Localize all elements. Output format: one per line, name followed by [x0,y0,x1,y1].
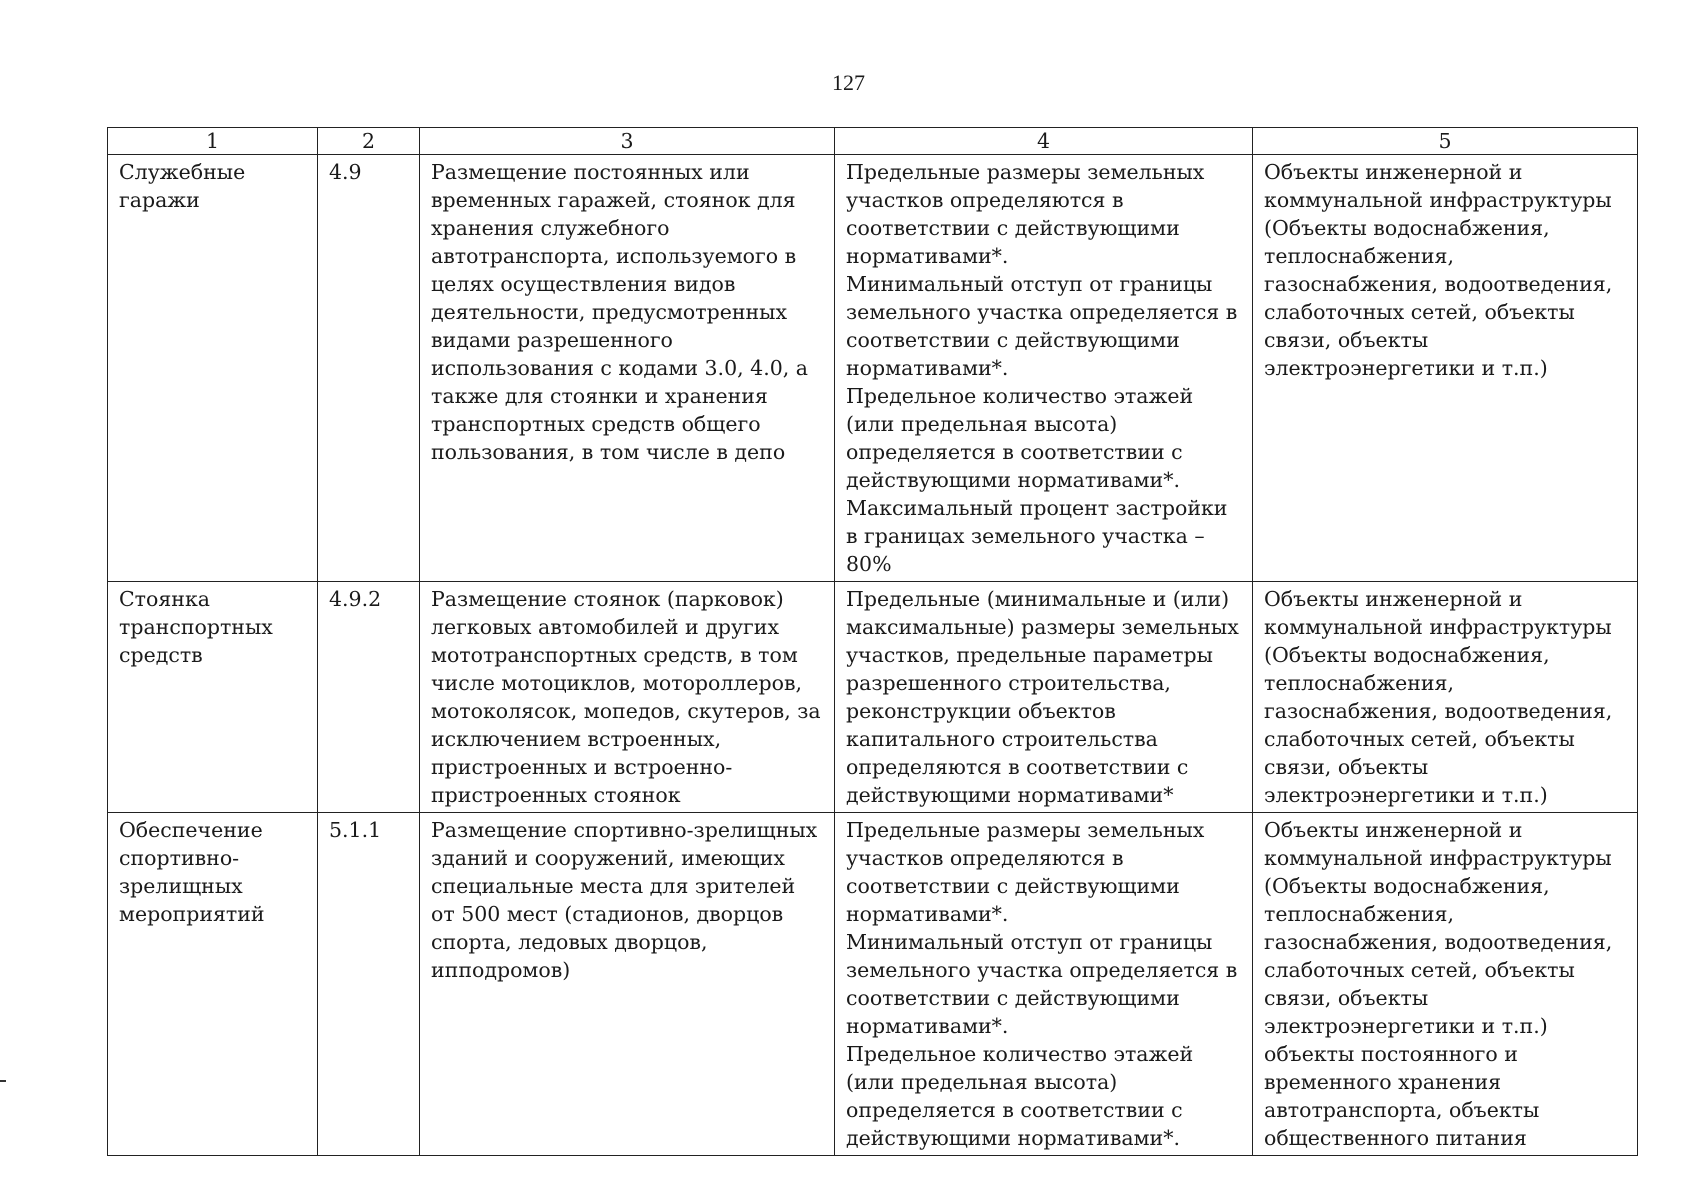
header-col-2: 2 [318,128,420,155]
margin-dash [0,1080,6,1082]
header-row [108,128,1638,155]
cell-use-code: 5.1.1 [318,813,420,1156]
header-col-4: 4 [835,128,1253,155]
parameter-line: Предельное количество этажей (или предельная высота) определяется в соответствии с действующими нормативами*. [846,1042,1194,1150]
cell-parameters [835,813,1253,1156]
cell-use-description: Размещение стоянок (парковок) легковых автомобилей и других мототранспортных средств, в том числе мотоциклов, мотороллеров, мотоколясок, мопедов, скутеров, за исключением встроенных, пристроенных и встроенно-пристроенных стоянок [420,582,835,813]
cell-use-code: 4.9.2 [318,582,420,813]
parameter-line: Предельные размеры земельных участков определяются в соответствии с действующими нормативами*. [846,160,1205,268]
parameter-line: Предельные (минимальные и (или) максимальные) размеры земельных участков, предельные параметры разрешенного строительства, реконструкции объектов капитального строительства определяются в соответствии с действующими нормативами* [846,587,1239,807]
cell-use-name: Обеспечение спортивно-зрелищных мероприятий [108,813,318,1156]
parameter-line: Предельные размеры земельных участков определяются в соответствии с действующими нормативами*. [846,818,1205,926]
cell-use-name: Служебные гаражи [108,155,318,582]
table-row [108,582,1638,813]
parameter-line: Минимальный отступ от границы земельного участка определяется в соответствии с действующими нормативами*. [846,272,1238,380]
cell-parameters [835,155,1253,582]
header-col-1: 1 [108,128,318,155]
cell-use-code: 4.9 [318,155,420,582]
cell-auxiliary-uses: Объекты инженерной и коммунальной инфраструктуры (Объекты водоснабжения, теплоснабжения, газоснабжения, водоотведения, слаботочных сетей, объекты связи, объекты электроэнергетики и т.п.) [1253,155,1638,582]
cell-use-description: Размещение спортивно-зрелищных зданий и сооружений, имеющих специальные места для зрителей от 500 мест (стадионов, дворцов спорта, ледовых дворцов, ипподромов) [420,813,835,1156]
parameter-line: Максимальный процент застройки в границах земельного участка – 80% [846,496,1228,576]
cell-use-description: Размещение постоянных или временных гаражей, стоянок для хранения служебного автотранспорта, используемого в целях осуществления видов деятельности, предусмотренных видами разрешенного использования с кодами 3.0, 4.0, а также для стоянки и хранения транспортных средств общего пользования, в том числе в депо [420,155,835,582]
cell-parameters [835,582,1253,813]
parameter-line: Предельное количество этажей (или предельная высота) определяется в соответствии с действующими нормативами*. [846,384,1194,492]
cell-use-name: Стоянка транспортных средств [108,582,318,813]
table-row [108,155,1638,582]
page-number: 127 [832,70,865,95]
table-row [108,813,1638,1156]
header-col-5: 5 [1253,128,1638,155]
cell-auxiliary-uses: Объекты инженерной и коммунальной инфраструктуры (Объекты водоснабжения, теплоснабжения, газоснабжения, водоотведения, слаботочных сетей, объекты связи, объекты электроэнергетики и т.п.) объекты постоянного и временного хранения автотранспорта, объекты общественного питания [1253,813,1638,1156]
zoning-regulations-table [107,127,1638,1156]
header-col-3: 3 [420,128,835,155]
cell-auxiliary-uses: Объекты инженерной и коммунальной инфраструктуры (Объекты водоснабжения, теплоснабжения, газоснабжения, водоотведения, слаботочных сетей, объекты связи, объекты электроэнергетики и т.п.) [1253,582,1638,813]
parameter-line: Минимальный отступ от границы земельного участка определяется в соответствии с действующими нормативами*. [846,930,1238,1038]
